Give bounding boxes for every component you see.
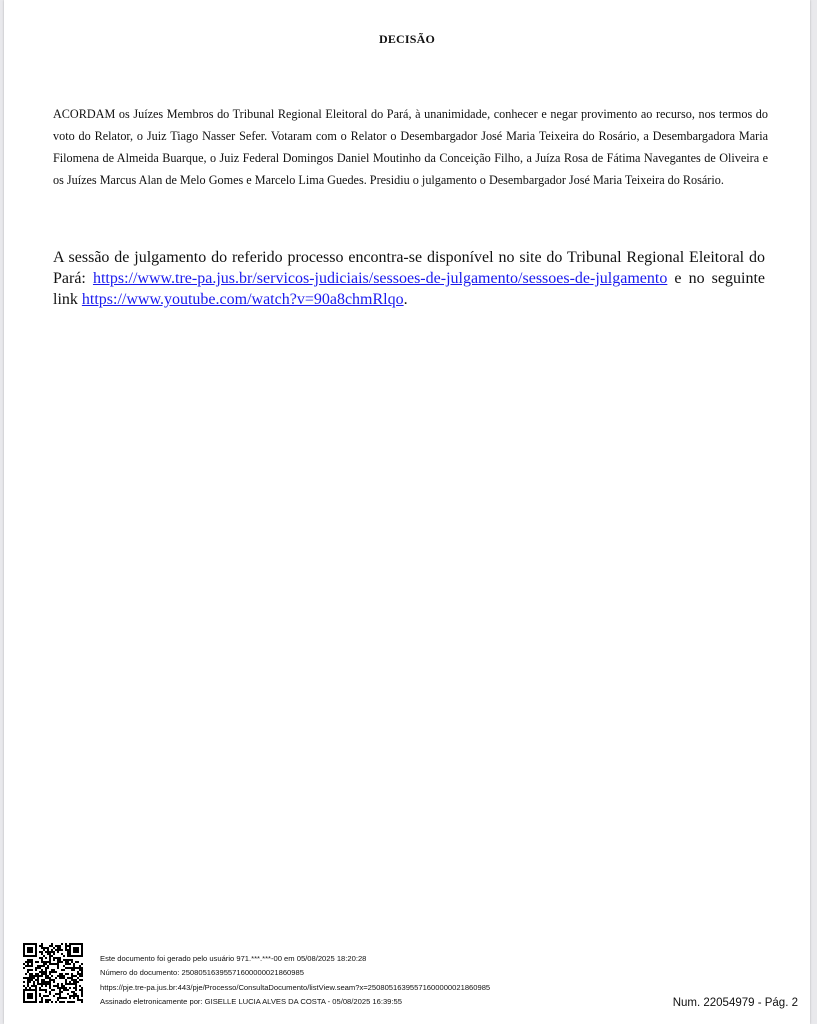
- footer-url: https://pje.tre-pa.jus.br:443/pje/Processo/ConsultaDocumento/listView.seam?x=25080516395571600000021860985: [100, 982, 491, 992]
- document-title: DECISÃO: [378, 32, 436, 46]
- document-footer: [100, 952, 490, 1009]
- page-number: Num. 22054979 - Pág. 2: [672, 997, 798, 1009]
- tre-sessions-link[interactable]: https://www.tre-pa.jus.br/servicos-judiciais/sessoes-de-julgamento/sessoes-de-julgamento: [92, 270, 668, 287]
- youtube-link[interactable]: https://www.youtube.com/watch?v=90a8chmRlqo: [81, 291, 404, 308]
- decision-paragraph: ACORDAM os Juízes Membros do Tribunal Regional Eleitoral do Pará, à unanimidade, conhecer e negar provimento ao recurso, nos termos do voto do Relator, o Juiz Tiago Nasser Sefer. Votaram com o Relator o Desembargador José Maria Teixeira do Rosário, a Desembargadora Maria Filomena de Almeida Buarque, o Juiz Federal Domingos Daniel Moutinho da Conceição Filho, a Juíza Rosa de Fátima Navegantes de Oliveira e os Juízes Marcus Alan de Melo Gomes e Marcelo Lima Guedes. Presidiu o julgamento o Desembargador José Maria Teixeira do Rosário.: [53, 107, 768, 187]
- session-text-before: A sessão de julgamento do referido processo encontra-se disponível no site do Tribunal Regional Eleitoral do Pará:: [53, 249, 765, 287]
- session-text-after: .: [403, 291, 408, 308]
- footer-signature: Assinado eletronicamente por: GISELLE LUCIA ALVES DA COSTA - 05/08/2025 16:39:55: [100, 996, 402, 1006]
- session-paragraph: [53, 247, 765, 310]
- footer-document-number: Número do documento: 25080516395571600000021860985: [100, 968, 304, 978]
- footer-generated-line: Este documento foi gerado pelo usuário 971.***.***-00 em 05/08/2025 18:20:28: [100, 954, 367, 963]
- session-text-middle: e no seguinte link: [53, 270, 765, 308]
- document-page: [4, 0, 810, 1024]
- qr-code-icon: [22, 942, 84, 1004]
